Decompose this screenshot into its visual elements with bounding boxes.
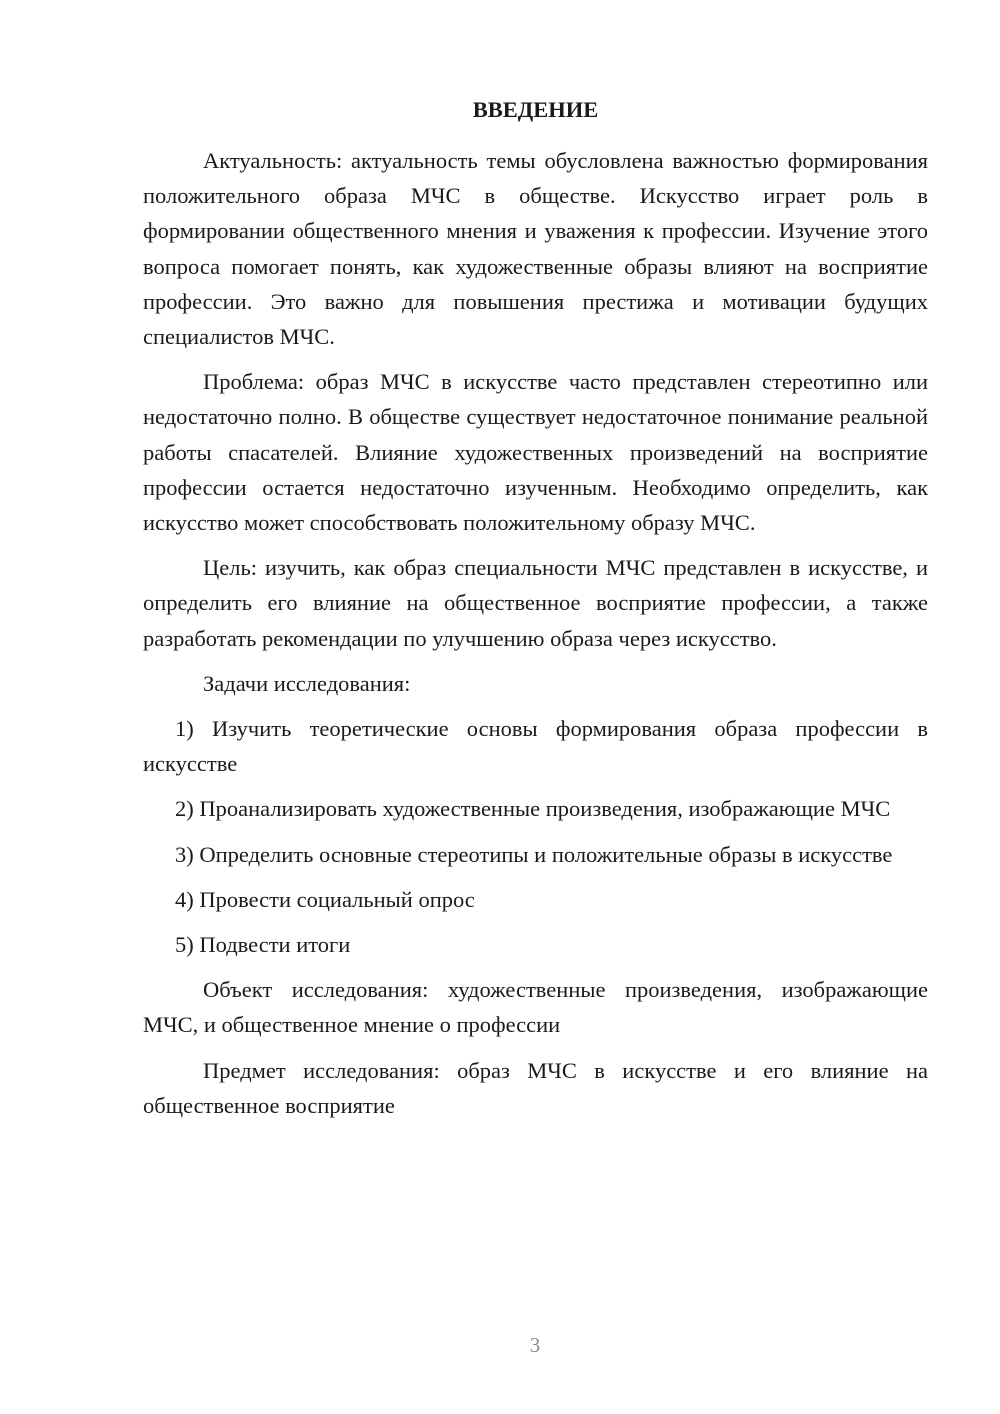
task-item-4: 4) Провести социальный опрос — [175, 886, 475, 912]
task-item-2: 2) Проанализировать художественные произведения, изображающие МЧС — [175, 796, 891, 822]
relevance-paragraph: Актуальность: актуальность темы обусловлена важностью формирования положительного образа МЧС в обществе. Искусство играет роль в формировании общественного мнения и уважения к профессии. Изучение этого вопроса помогает понять, как художественные образы влияют на восприятие профессии. Это важно для повышения престижа и мотивации будущих специалистов МЧС. — [143, 148, 928, 350]
task-item-5: 5) Подвести итоги — [175, 932, 351, 958]
page-title: ВВЕДЕНИЕ — [472, 97, 599, 122]
task-item-3: 3) Определить основные стереотипы и положительные образы в искусстве — [175, 841, 893, 867]
task-item-1: 1) Изучить теоретические основы формирования образа профессии в искусстве — [143, 716, 928, 777]
goal-paragraph: Цель: изучить, как образ специальности МЧС представлен в искусстве, и определить его влияние на общественное восприятие профессии, а также разработать рекомендации по улучшению образа через искусство. — [143, 555, 928, 651]
document-body — [143, 95, 928, 1133]
problem-paragraph: Проблема: образ МЧС в искусстве часто представлен стереотипно или недостаточно полно. В обществе существует недостаточное понимание реальной работы спасателей. Влияние художественных произведений на восприятие профессии остается недостаточно изученным. Необходимо определить, как искусство может способствовать положительному образу МЧС. — [143, 369, 928, 536]
object-paragraph: Объект исследования: художественные произведения, изображающие МЧС, и общественное мнение о профессии — [143, 977, 928, 1038]
subject-paragraph: Предмет исследования: образ МЧС в искусстве и его влияние на общественное восприятие — [143, 1057, 928, 1118]
page-number: 3 — [529, 1333, 541, 1357]
tasks-title: Задачи исследования: — [203, 670, 411, 696]
